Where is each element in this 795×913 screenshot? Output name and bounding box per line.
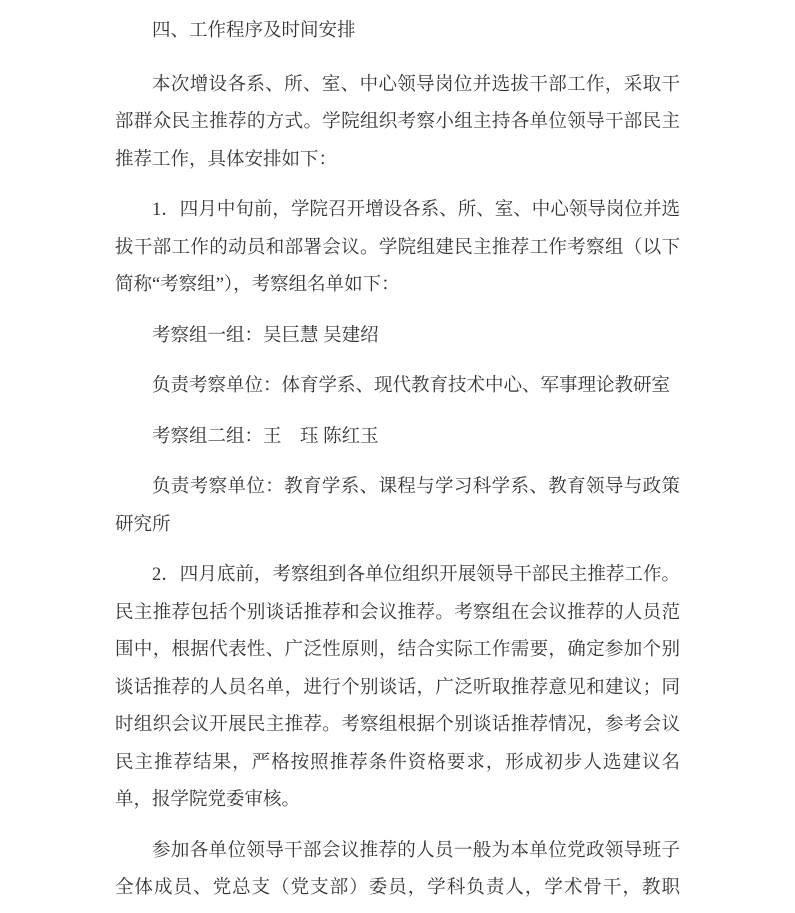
- inspection-units-one-line: 负责考察单位：体育学系、现代教育技术中心、军事理论教研室: [152, 376, 671, 396]
- body-paragraph: 2．四月底前，考察组到各单位组织开展领导干部民主推荐工作。民主推荐包括个别谈话推荐和会议推荐。考察组在会议推荐的人员范围中，根据代表性、广泛性原则，结合实际工作需要，确定参加个别谈话推荐的人员名单，进行个别谈话，广泛听取推荐意见和建议；同时组织会议开展民主推荐。考察组根据个别谈话推荐情况，参考会议民主推荐结果，严格按照推荐条件资格要求，形成初步人选建议名单，报学院党委审核。: [115, 565, 680, 810]
- body-paragraph: 参加各单位领导干部会议推荐的人员一般为本单位党政领导班子全体成员、党总支（党支部）委员，学科负责人，学术骨干，教职: [115, 840, 680, 898]
- body-paragraph: 1．四月中旬前，学院召开增设各系、所、室、中心领导岗位并选拔干部工作的动员和部署会议。学院组建民主推荐工作考察组（以下简称“考察组”），考察组名单如下：: [115, 200, 680, 295]
- inspection-units-two-line: 负责考察单位：教育学系、课程与学习科学系、教育领导与政策研究所: [115, 477, 680, 535]
- body-paragraph: 本次增设各系、所、室、中心领导岗位并选拔干部工作，采取干部群众民主推荐的方式。学院组织考察小组主持各单位领导干部民主推荐工作，具体安排如下：: [115, 74, 680, 170]
- inspection-group-two-line: 考察组二组：王 珏 陈红玉: [152, 426, 379, 447]
- inspection-group-one-line: 考察组一组：吴巨慧 吴建绍: [152, 325, 379, 346]
- section-heading: 四、工作程序及时间安排: [152, 21, 356, 41]
